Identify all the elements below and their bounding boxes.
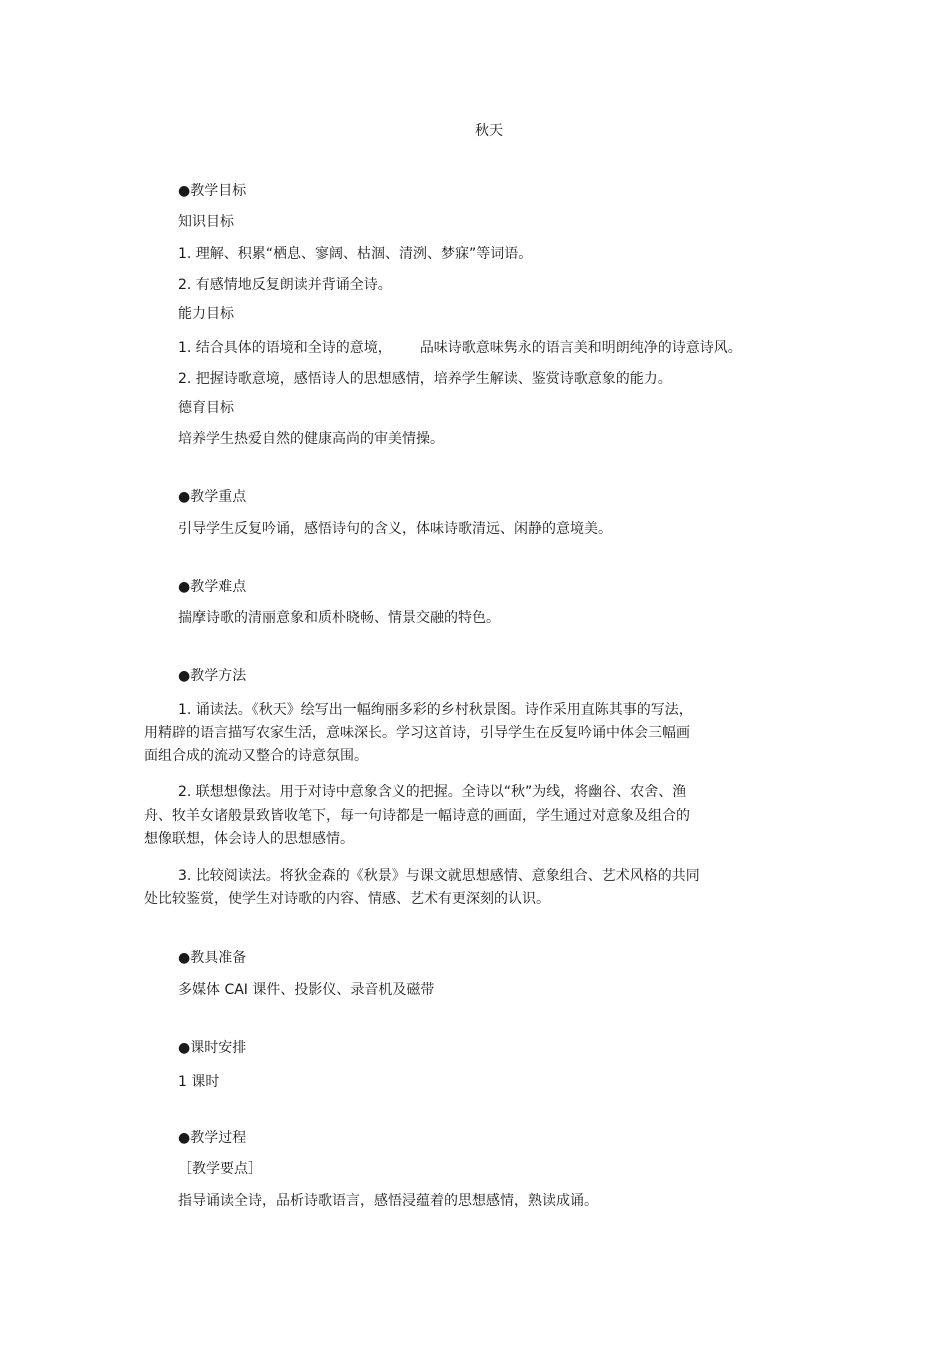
method-2-line-3: 想像联想，体会诗人的思想感情。 [144,831,354,847]
section-heading-focus: ●教学重点 [178,489,247,505]
section-heading-methods: ●教学方法 [178,668,247,684]
method-1-line-2: 用精辟的语言描写农家生活，意味深长。学习这首诗，引导学生在反复吟诵中体会三幅画 [144,725,690,741]
subheading-moral: 德育目标 [178,400,234,416]
ability-item-2: 2. 把握诗歌意境，感悟诗人的思想感情，培养学生解读、鉴赏诗歌意象的能力。 [178,371,672,387]
moral-text: 培养学生热爱自然的健康高尚的审美情操。 [178,431,444,447]
subheading-knowledge: 知识目标 [178,214,234,230]
ability-item-1-part-b: 品味诗歌意味隽永的语言美和明朗纯净的诗意诗风。 [419,340,742,356]
process-subheading: ［教学要点］ [178,1161,262,1177]
section-heading-materials: ●教具准备 [178,950,247,966]
materials-text: 多媒体 CAI 课件、投影仪、录音机及磁带 [178,982,435,998]
section-heading-objectives: ●教学目标 [178,183,247,199]
method-2-line-1: 2. 联想想像法。用于对诗中意象含义的把握。全诗以“秋”为线，将幽谷、农舍、渔 [178,784,687,800]
focus-text: 引导学生反复吟诵，感悟诗句的含义，体味诗歌清远、闲静的意境美。 [178,521,612,537]
knowledge-item-2: 2. 有感情地反复朗读并背诵全诗。 [178,277,392,293]
process-text: 指导诵读全诗，品析诗歌语言，感悟浸蕴着的思想感情，熟读成诵。 [178,1193,598,1209]
method-1-line-1: 1. 诵读法。《秋天》绘写出一幅绚丽多彩的乡村秋景图。诗作采用直陈其事的写法， [178,702,693,718]
knowledge-item-1: 1. 理解、积累“栖息、寥阔、枯涸、清洌、梦寐”等词语。 [178,246,533,262]
method-3-line-2: 处比较鉴赏，使学生对诗歌的内容、情感、艺术有更深刻的认识。 [144,891,550,907]
page-title: 秋天 [475,123,503,139]
ability-item-1 [178,339,742,357]
section-heading-process: ●教学过程 [178,1130,247,1146]
section-heading-schedule: ●课时安排 [178,1040,247,1056]
ability-item-1-part-a: 1. 结合具体的语境和全诗的意境， [178,340,392,356]
method-2-line-2: 舟、牧羊女诸般景致皆收笔下，每一句诗都是一幅诗意的画面，学生通过对意象及组合的 [144,808,690,824]
subheading-ability: 能力目标 [178,306,234,322]
method-3-line-1: 3. 比较阅读法。将狄金森的《秋景》与课文就思想感情、意象组合、艺术风格的共同 [178,868,700,884]
schedule-text: 1 课时 [178,1074,220,1090]
section-heading-difficulty: ●教学难点 [178,579,247,595]
method-1-line-3: 面组合成的流动又整合的诗意氛围。 [144,748,368,764]
difficulty-text: 揣摩诗歌的清丽意象和质朴晓畅、情景交融的特色。 [178,610,500,626]
